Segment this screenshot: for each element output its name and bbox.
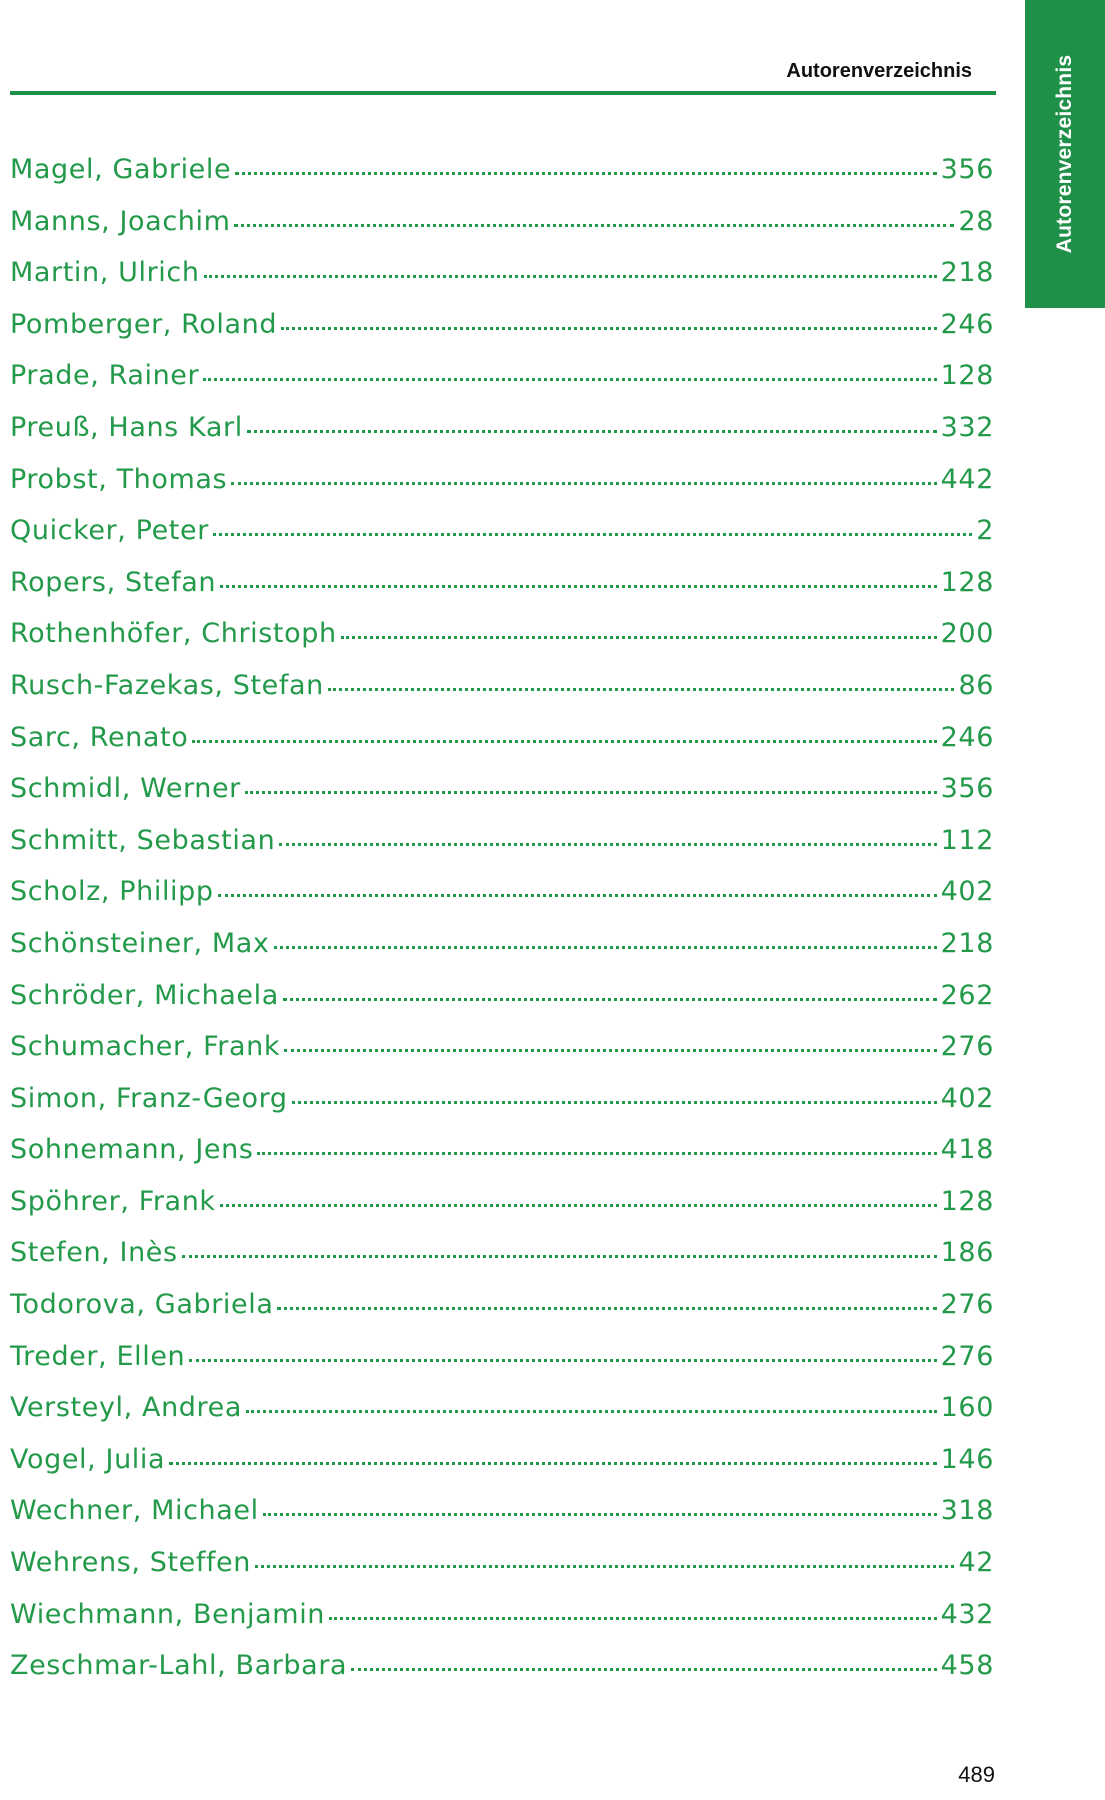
index-entry: [10, 718, 994, 770]
author-name: Sarc, Renato: [10, 721, 189, 753]
dot-leader: [274, 945, 937, 949]
index-entry: [10, 1027, 994, 1079]
page-reference: 128: [940, 360, 994, 392]
index-entry: [10, 1440, 994, 1492]
index-entry: [10, 769, 994, 821]
side-tab-label: Autorenverzeichnis: [1053, 54, 1076, 254]
index-entry: [10, 1130, 994, 1182]
dot-leader: [247, 429, 937, 433]
index-entry: [10, 1595, 994, 1647]
dot-leader: [169, 1461, 937, 1465]
dot-leader: [281, 326, 937, 330]
author-name: Martin, Ulrich: [10, 257, 200, 289]
author-name: Schmitt, Sebastian: [10, 824, 276, 856]
index-entry: [10, 1337, 994, 1389]
author-name: Vogel, Julia: [10, 1443, 166, 1475]
page-reference: 246: [940, 308, 994, 340]
index-entry: [10, 563, 994, 615]
index-entry: [10, 1491, 994, 1543]
index-entry: [10, 1285, 994, 1337]
page-reference: 276: [940, 1340, 994, 1372]
page-reference: 218: [940, 927, 994, 959]
author-name: Pomberger, Roland: [10, 308, 278, 340]
page-reference: 246: [940, 721, 994, 753]
index-entry: [10, 1079, 994, 1131]
page-reference: 86: [958, 669, 994, 701]
page-reference: 2: [976, 515, 994, 547]
author-name: Prade, Rainer: [10, 360, 200, 392]
page-reference: 402: [940, 1082, 994, 1114]
author-name: Rusch-Fazekas, Stefan: [10, 669, 324, 701]
page-reference: 112: [940, 824, 994, 856]
author-name: Simon, Franz-Georg: [10, 1082, 288, 1114]
dot-leader: [192, 739, 936, 743]
index-entry: [10, 872, 994, 924]
author-name: Wiechmann, Benjamin: [10, 1598, 326, 1630]
dot-leader: [231, 481, 936, 485]
page-reference: 402: [940, 876, 994, 908]
dot-leader: [283, 997, 937, 1001]
author-index-list: [10, 150, 994, 1698]
author-name: Todorova, Gabriela: [10, 1289, 274, 1321]
dot-leader: [263, 1512, 937, 1516]
page-reference: 356: [940, 773, 994, 805]
index-entry: [10, 614, 994, 666]
author-name: Versteyl, Andrea: [10, 1392, 242, 1424]
author-name: Schumacher, Frank: [10, 1031, 281, 1063]
author-name: Spöhrer, Frank: [10, 1185, 216, 1217]
dot-leader: [246, 1409, 937, 1413]
dot-leader: [284, 1048, 937, 1052]
index-entry: [10, 821, 994, 873]
author-name: Wehrens, Steffen: [10, 1547, 251, 1579]
dot-leader: [279, 842, 936, 846]
page-reference: 218: [940, 257, 994, 289]
author-name: Manns, Joachim: [10, 205, 231, 237]
dot-leader: [329, 1616, 937, 1620]
author-name: Quicker, Peter: [10, 515, 209, 547]
author-name: Stefen, Inès: [10, 1237, 178, 1269]
author-name: Schönsteiner, Max: [10, 927, 270, 959]
dot-leader: [255, 1564, 954, 1568]
dot-leader: [234, 223, 954, 227]
author-name: Probst, Thomas: [10, 463, 228, 495]
dot-leader: [328, 687, 955, 691]
page-reference: 160: [940, 1392, 994, 1424]
page-reference: 42: [958, 1547, 994, 1579]
dot-leader: [245, 790, 937, 794]
page-reference: 432: [940, 1598, 994, 1630]
index-entry: [10, 1646, 994, 1698]
dot-leader: [341, 635, 937, 639]
index-entry: [10, 356, 994, 408]
index-entry: [10, 1388, 994, 1440]
dot-leader: [220, 584, 937, 588]
dot-leader: [220, 1203, 937, 1207]
page-reference: 276: [940, 1289, 994, 1321]
index-entry: [10, 976, 994, 1028]
page-reference: 262: [940, 979, 994, 1011]
page-reference: 332: [940, 411, 994, 443]
index-entry: [10, 460, 994, 512]
page-reference: 318: [940, 1495, 994, 1527]
side-tab: [1025, 0, 1105, 308]
author-name: Treder, Ellen: [10, 1340, 186, 1372]
index-entry: [10, 1182, 994, 1234]
index-entry: [10, 150, 994, 202]
header-rule: [10, 91, 996, 95]
dot-leader: [204, 274, 937, 278]
page-reference: 128: [940, 566, 994, 598]
dot-leader: [277, 1306, 936, 1310]
page-reference: 356: [940, 154, 994, 185]
page-reference: 186: [940, 1237, 994, 1269]
author-name: Preuß, Hans Karl: [10, 411, 243, 443]
running-head-title: Autorenverzeichnis: [786, 60, 972, 82]
author-name: Schmidl, Werner: [10, 773, 241, 805]
author-name: Rothenhöfer, Christoph: [10, 618, 337, 650]
index-entry: [10, 1543, 994, 1595]
dot-leader: [292, 1100, 937, 1104]
dot-leader: [203, 377, 936, 381]
author-name: Magel, Gabriele: [10, 154, 232, 185]
dot-leader: [213, 532, 972, 536]
index-entry: [10, 666, 994, 718]
dot-leader: [182, 1254, 937, 1258]
page-reference: 276: [940, 1031, 994, 1063]
author-name: Ropers, Stefan: [10, 566, 217, 598]
page-reference: 418: [940, 1134, 994, 1166]
index-entry: [10, 511, 994, 563]
author-name: Scholz, Philipp: [10, 876, 214, 908]
index-entry: [10, 202, 994, 254]
author-name: Wechner, Michael: [10, 1495, 259, 1527]
page-reference: 200: [940, 618, 994, 650]
author-name: Schröder, Michaela: [10, 979, 279, 1011]
index-entry: [10, 253, 994, 305]
page-reference: 146: [940, 1443, 994, 1475]
author-name: Zeschmar-Lahl, Barbara: [10, 1650, 348, 1682]
page-number: 489: [958, 1762, 995, 1787]
page-reference: 28: [958, 205, 994, 237]
dot-leader: [218, 893, 937, 897]
author-name: Sohnemann, Jens: [10, 1134, 254, 1166]
page-reference: 458: [940, 1650, 994, 1682]
index-entry: [10, 924, 994, 976]
dot-leader: [235, 171, 936, 175]
dot-leader: [351, 1667, 936, 1671]
page-reference: 442: [940, 463, 994, 495]
index-entry: [10, 408, 994, 460]
page-reference: 128: [940, 1185, 994, 1217]
index-entry: [10, 1233, 994, 1285]
dot-leader: [257, 1151, 936, 1155]
index-entry: [10, 305, 994, 357]
dot-leader: [189, 1358, 936, 1362]
